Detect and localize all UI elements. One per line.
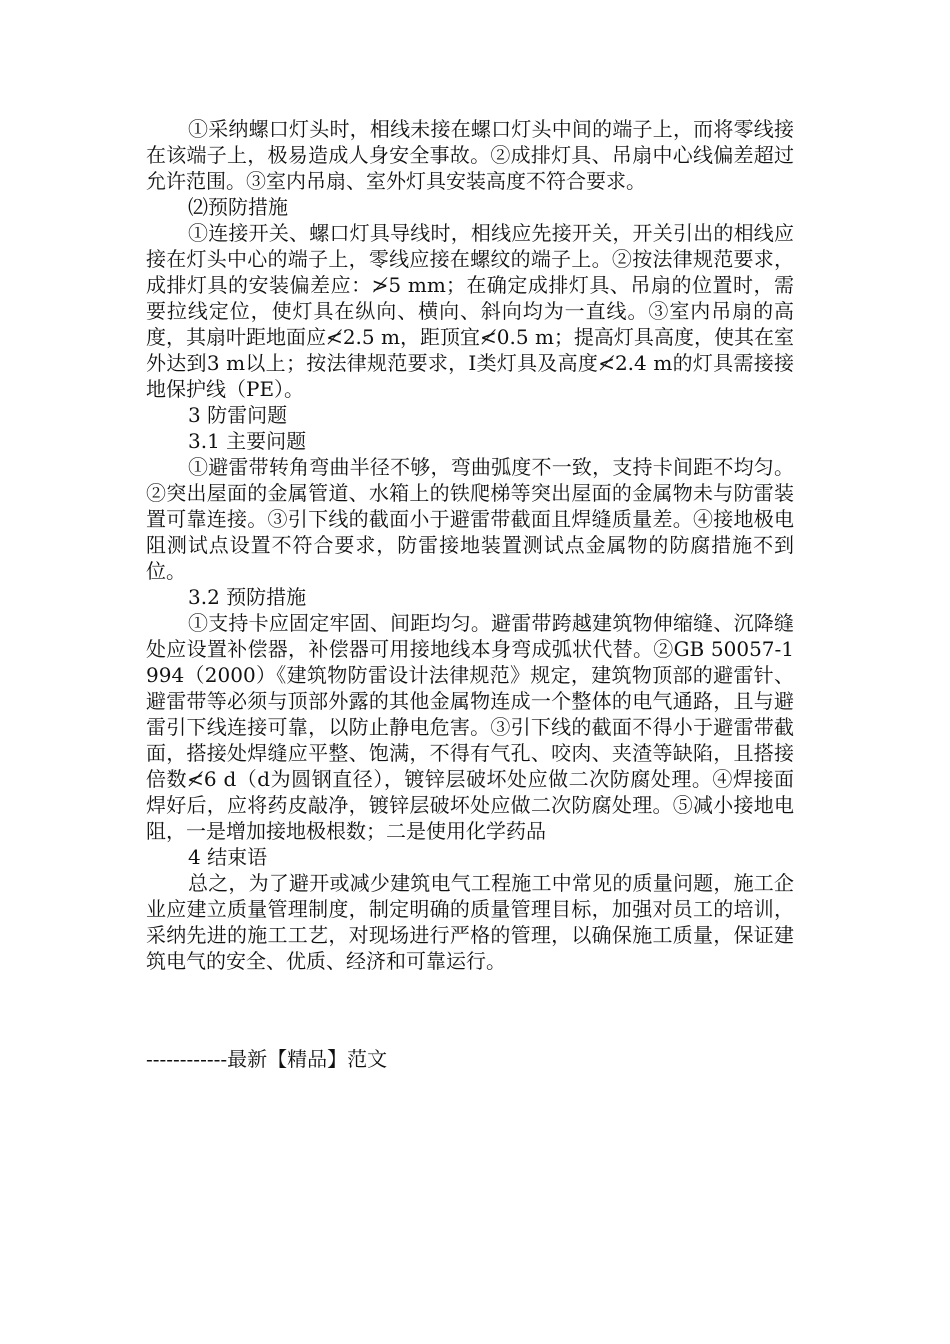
paragraph-lightning-measures: ①支持卡应固定牢固、间距均匀。避雷带跨越建筑物伸缩缝、沉降缝处应设置补偿器，补偿器可用接地线本身弯成弧状代替。②GB 50057-1994（2000）《建筑物防雷设计法律规范》规定，建筑物顶部的避雷针、避雷带等必须与顶部外露的其他金属物连成一个整体的电气通路，且与避雷引下线连接可靠，以防止静电危害。③引下线的截面不得小于避雷带截面，搭接处焊缝应平整、饱满，不得有气孔、咬肉、夹渣等缺陷，且搭接倍数≮6 d（d为圆钢直径），镀锌层破坏处应做二次防腐处理。④焊接面焊好后，应将药皮敲净，镀锌层破坏处应做二次防腐处理。⑤减小接地电阻，一是增加接地极根数；二是使用化学药品 — [146, 611, 794, 843]
paragraph-conclusion: 总之，为了避开或减少建筑电气工程施工中常见的质量问题，施工企业应建立质量管理制度，制定明确的质量管理目标，加强对员工的培训，采纳先进的施工工艺，对现场进行严格的管理，以确保施工质量，保证建筑电气的安全、优质、经济和可靠运行。 — [146, 871, 794, 973]
document-body — [146, 116, 794, 974]
subsection-heading-lightning-measures: 3.2 预防措施 — [188, 585, 307, 609]
paragraph-lighting-measures: ①连接开关、螺口灯具导线时，相线应先接开关，开关引出的相线应接在灯头中心的端子上，零线应接在螺纹的端子上。②按法律规范要求，成排灯具的安装偏差应：≯5 mm；在确定成排灯具、吊扇的位置时，需要拉线定位，使灯具在纵向、横向、斜向均为一直线。③室内吊扇的高度，其扇叶距地面应≮2.5 m，距顶宜≮0.5 m；提高灯具高度，使其在室外达到3 m以上；按法律规范要求，I类灯具及高度≮2.4 m的灯具需接接地保护线（PE）。 — [146, 221, 794, 401]
section-heading-conclusion: 4 结束语 — [188, 845, 268, 869]
heading-preventive-measures: ⑵预防措施 — [188, 195, 288, 219]
paragraph-lightning-problems: ①避雷带转角弯曲半径不够，弯曲弧度不一致，支持卡间距不均匀。②突出屋面的金属管道、水箱上的铁爬梯等突出屋面的金属物未与防雷装置可靠连接。③引下线的截面小于避雷带截面且焊缝质量差。④接地极电阻测试点设置不符合要求，防雷接地装置测试点金属物的防腐措施不到位。 — [146, 455, 794, 583]
paragraph-lighting-problems: ①采纳螺口灯头时，相线未接在螺口灯头中间的端子上，而将零线接在该端子上，极易造成人身安全事故。②成排灯具、吊扇中心线偏差超过允许范围。③室内吊扇、室外灯具安装高度不符合要求。 — [146, 117, 794, 193]
footer-label: ------------最新【精品】范文 — [146, 1047, 388, 1071]
section-heading-lightning: 3 防雷问题 — [188, 403, 288, 427]
subsection-heading-main-problems: 3.1 主要问题 — [188, 429, 307, 453]
